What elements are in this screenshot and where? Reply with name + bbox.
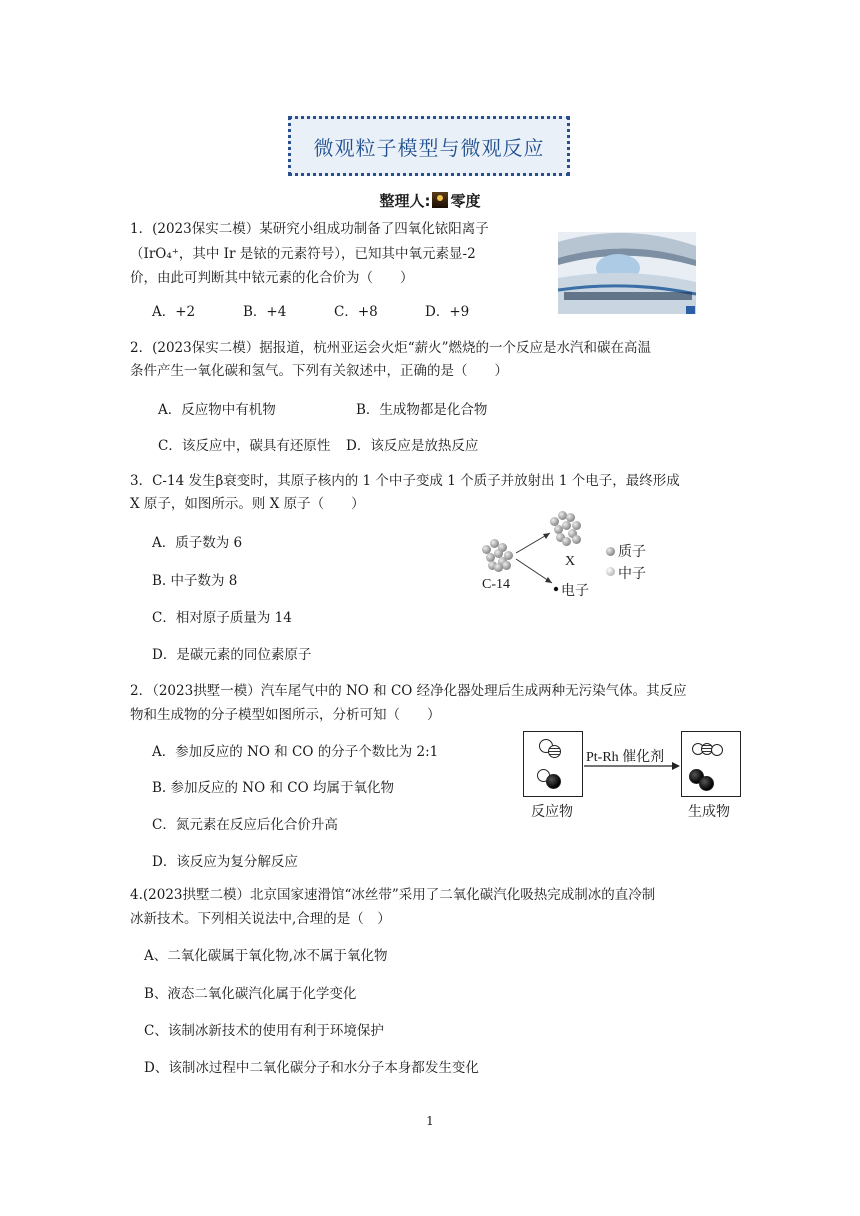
electron-label: 电子 [561, 584, 589, 599]
q1-line3: 价，由此可判断其中铱元素的化合价为（ ） [130, 270, 414, 286]
q2b-option-b: B. 参加反应的 NO 和 CO 均属于氧化物 [152, 780, 394, 796]
avatar-icon [432, 192, 448, 208]
title-box [288, 116, 570, 176]
q1-option-a: A．+2 [152, 304, 196, 320]
page-number: 1 [426, 1114, 434, 1128]
proton-label: 质子 [618, 545, 646, 560]
q2a-option-a: A．反应物中有机物 [158, 402, 276, 418]
compiler-name: 零度 [450, 192, 481, 210]
proton-legend-icon [606, 547, 615, 556]
q3-option-c: C．相对原子质量为 14 [152, 610, 292, 626]
beta-decay-figure [470, 505, 680, 605]
q3-option-a: A．质子数为 6 [152, 535, 243, 551]
q4-option-d: D、该制冰过程中二氧化碳分子和水分子本身都发生变化 [144, 1060, 479, 1076]
compiler-prefix: 整理人: [379, 192, 431, 210]
q1-option-b: B．+4 [243, 304, 287, 320]
q2b-line2: 物和生成物的分子模型如图所示，分析可知（ ） [130, 707, 441, 723]
compiler-line [0, 190, 860, 211]
x-label: X [565, 554, 576, 569]
q2b-line1: 2．（2023拱墅一模）汽车尾气中的 NO 和 CO 经净化器处理后生成两种无污染气体。其反应 [130, 683, 687, 699]
q2a-options-row1 [158, 398, 578, 418]
q3-option-b: B. 中子数为 8 [152, 573, 238, 589]
neutron-label: 中子 [618, 567, 646, 582]
q1-options [152, 300, 572, 320]
q3-line2: X 原子，如图所示。则 X 原子（ ） [130, 496, 365, 512]
q2a-option-c: C．该反应中，碳具有还原性 [158, 438, 331, 454]
q2b-option-d: D．该反应为复分解反应 [152, 854, 298, 870]
q4-line1: 4.(2023拱墅二模）北京国家速滑馆“冰丝带”采用了二氧化碳汽化吸热完成制冰的直冷制 [130, 887, 656, 903]
product-label: 生成物 [688, 805, 730, 820]
q2a-option-d: D．该反应是放热反应 [346, 438, 479, 454]
reaction-figure [520, 728, 745, 824]
catalyst-label: Pt-Rh 催化剂 [586, 750, 665, 765]
q1-option-c: C．+8 [334, 304, 378, 320]
q1-line2: （IrO₄⁺，其中 Ir 是铱的元素符号），已知其中氧元素显-2 [130, 246, 476, 262]
q2a-line2: 条件产生一氧化碳和氢气。下列有关叙述中，正确的是（ ） [130, 363, 508, 379]
q2b-option-a: A．参加反应的 NO 和 CO 的分子个数比为 2:1 [152, 744, 439, 760]
q2a-options-row2 [158, 434, 578, 454]
q4-option-b: B、液态二氧化碳汽化属于化学变化 [144, 986, 357, 1002]
q4-option-c: C、该制冰新技术的使用有利于环境保护 [144, 1023, 384, 1039]
q1-option-d: D．+9 [425, 304, 470, 320]
q2a-line1: 2．(2023保实二模）据报道，杭州亚运会火炬“薪火”燃烧的一个反应是水汽和碳在高温 [130, 340, 652, 356]
q4-line2: 冰新技术。下列相关说法中,合理的是（ ） [130, 911, 391, 927]
c14-label: C-14 [482, 577, 510, 592]
page-title: 微观粒子模型与微观反应 [313, 135, 545, 160]
q1-line1: 1．(2023保实二模）某研究小组成功制备了四氧化铱阳离子 [130, 221, 489, 237]
reactant-label: 反应物 [531, 805, 573, 820]
q3-option-d: D．是碳元素的同位素原子 [152, 647, 312, 663]
q4-option-a: A、二氧化碳属于氧化物,冰不属于氧化物 [144, 948, 388, 964]
neutron-legend-icon [606, 567, 615, 576]
q2b-option-c: C．氮元素在反应后化合价升高 [152, 817, 338, 833]
q3-line1: 3．C-14 发生β衰变时，其原子核内的 1 个中子变成 1 个质子并放射出 1 个电子，最终形成 [130, 473, 680, 489]
speed-skating-oval-photo [558, 232, 696, 314]
q2a-option-b: B．生成物都是化合物 [356, 402, 488, 418]
